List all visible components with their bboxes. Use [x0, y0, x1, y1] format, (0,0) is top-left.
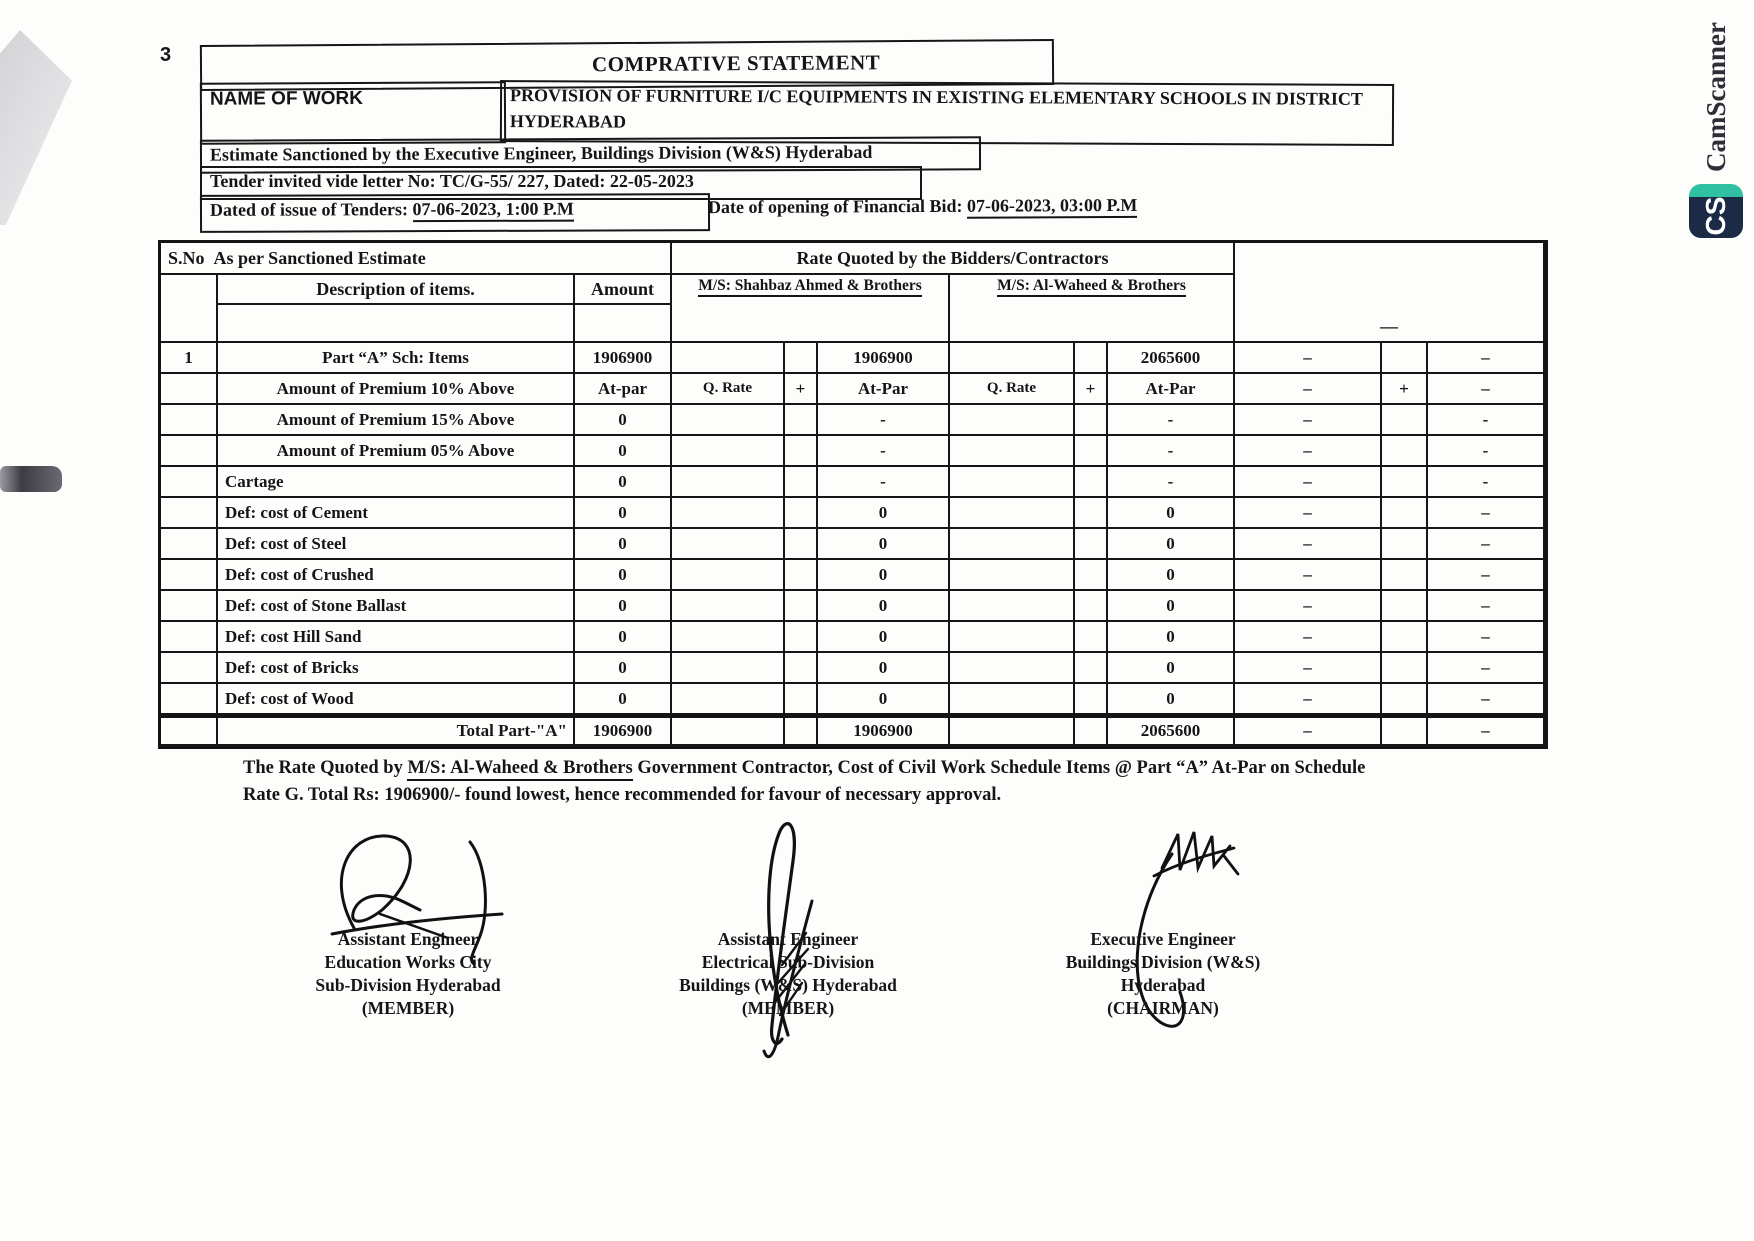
table-cell: [1382, 591, 1428, 622]
signature-office: Buildings Division (W&S): [1065, 952, 1261, 972]
table-cell: [1075, 436, 1108, 467]
table-cell: [161, 622, 218, 653]
table-cell: 0: [818, 498, 950, 529]
header-bidder1: [672, 275, 950, 343]
signature-title: Executive Engineer: [1090, 929, 1236, 949]
table-cell: [785, 529, 818, 560]
table-cell: Amount of Premium 15% Above: [218, 405, 575, 436]
tender-invited-line: [210, 171, 694, 192]
table-cell: [672, 622, 785, 653]
table-cell: [950, 343, 1075, 374]
table-cell: [1075, 467, 1108, 498]
table-cell: 0: [575, 467, 672, 498]
opening-financial-bid-line: [708, 195, 1137, 218]
table-cell: Def: cost Hill Sand: [218, 622, 575, 653]
table-cell: 0: [1108, 653, 1235, 684]
table-cell: Amount of Premium 05% Above: [218, 436, 575, 467]
tender-prefix: Tender invited vide letter No: TC/G-55/ 227, Dated:: [210, 171, 610, 191]
table-cell: 0: [575, 591, 672, 622]
table-cell: 0: [818, 529, 950, 560]
header-bidder3-dash: —: [1380, 316, 1398, 336]
table-cell: [672, 715, 785, 746]
table-cell: [161, 560, 218, 591]
estimate-sanctioned-line: Estimate Sanctioned by the Executive Engineer, Buildings Division (W&S) Hyderabad: [209, 141, 873, 165]
table-cell: [672, 498, 785, 529]
table-cell: Total Part-"A": [218, 715, 575, 746]
table-cell: [1075, 560, 1108, 591]
table-cell: –: [1428, 343, 1545, 374]
table-cell: [950, 560, 1075, 591]
signature-office: Sub-Division Hyderabad: [315, 975, 501, 995]
header-rate-quoted: Rate Quoted by the Bidders/Contractors: [672, 243, 1235, 275]
camscanner-cs-icon: [1689, 184, 1743, 238]
camscanner-watermark: [1688, 8, 1744, 238]
table-cell: [785, 343, 818, 374]
table-cell: [161, 405, 218, 436]
table-cell: [1075, 684, 1108, 715]
table-cell: –: [1428, 374, 1545, 405]
table-cell: Q. Rate: [672, 374, 785, 405]
table-cell: [1382, 405, 1428, 436]
signature-office: Buildings (W&S) Hyderabad: [679, 975, 897, 995]
table-cell: Cartage: [218, 467, 575, 498]
table-cell: [672, 591, 785, 622]
table-cell: [1075, 653, 1108, 684]
header-description-empty: [218, 305, 575, 343]
table-cell: 0: [1108, 498, 1235, 529]
table-cell: +: [1075, 374, 1108, 405]
table-cell: [950, 529, 1075, 560]
header-bidder3: [1235, 243, 1545, 343]
table-cell: –: [1428, 560, 1545, 591]
table-cell: –: [1235, 374, 1382, 405]
table-cell: [1382, 653, 1428, 684]
signature-role: (CHAIRMAN): [1107, 998, 1219, 1018]
table-cell: -: [1108, 436, 1235, 467]
table-cell: [161, 653, 218, 684]
table-cell: [950, 653, 1075, 684]
table-cell: [1382, 684, 1428, 715]
signature-block-member1: [283, 928, 533, 1020]
table-cell: 0: [575, 622, 672, 653]
table-cell: 0: [1108, 560, 1235, 591]
table-cell: 0: [1108, 529, 1235, 560]
table-cell: –: [1235, 498, 1382, 529]
table-cell: [785, 653, 818, 684]
table-cell: 1: [161, 343, 218, 374]
name-of-work-label-box: [200, 81, 506, 145]
table-cell: 0: [818, 684, 950, 715]
table-cell: [161, 436, 218, 467]
table-cell: [161, 591, 218, 622]
table-cell: –: [1235, 405, 1382, 436]
table-cell: 0: [575, 653, 672, 684]
table-cell: 0: [818, 622, 950, 653]
table-cell: [785, 436, 818, 467]
table-cell: [161, 715, 218, 746]
header-bidder1-label: M/S: Shahbaz Ahmed & Brothers: [698, 277, 922, 297]
issue-of-tenders-box: [200, 193, 710, 233]
table-cell: [950, 715, 1075, 746]
table-cell: -: [1428, 467, 1545, 498]
table-cell: 0: [1108, 591, 1235, 622]
table-cell: [1075, 343, 1108, 374]
scan-corner-artifact: [0, 30, 72, 225]
table-cell: -: [818, 467, 950, 498]
table-cell: [950, 498, 1075, 529]
note-bold-total: G. Total Rs: 1906900/-: [284, 785, 461, 805]
camscanner-label: CamScanner: [1700, 22, 1731, 172]
table-cell: [1382, 467, 1428, 498]
table-cell: [785, 715, 818, 746]
table-cell: [161, 684, 218, 715]
header-sanctioned-estimate: S.No As per Sanctioned Estimate: [161, 243, 672, 275]
table-cell: 0: [575, 436, 672, 467]
table-cell: -: [818, 405, 950, 436]
table-cell: 2065600: [1108, 343, 1235, 374]
name-of-work-label: NAME OF WORK: [209, 87, 364, 110]
table-cell: Def: cost of Crushed: [218, 560, 575, 591]
opening-value: 07-06-2023, 03:00 P.M: [967, 195, 1137, 219]
signature-office: Hyderabad: [1120, 975, 1206, 995]
recommendation-note: [243, 755, 1403, 809]
table-cell: [672, 467, 785, 498]
note-prefix: The Rate Quoted by: [243, 758, 408, 778]
table-cell: [785, 467, 818, 498]
issue-value: 07-06-2023, 1:00 P.M: [412, 199, 573, 223]
table-cell: –: [1235, 591, 1382, 622]
table-cell: [161, 467, 218, 498]
signature-title: Assistant Engineer: [337, 929, 479, 949]
note-middle: Government Contractor, Cost of Civil Work Schedule Items @ Part “A” At-Par on Schedule Rate: [243, 758, 1366, 805]
table-cell: –: [1428, 498, 1545, 529]
header-sno-empty: [161, 275, 218, 343]
opening-label: Date of opening of Financial Bid:: [707, 195, 968, 218]
table-cell: –: [1428, 684, 1545, 715]
header-amount-empty: [575, 305, 672, 343]
table-cell: 0: [575, 529, 672, 560]
table-cell: [785, 405, 818, 436]
table-cell: [950, 467, 1075, 498]
table-cell: –: [1428, 591, 1545, 622]
table-cell: [785, 622, 818, 653]
table-cell: [785, 498, 818, 529]
table-cell: 0: [1108, 622, 1235, 653]
table-cell: [785, 591, 818, 622]
table-cell: 1906900: [818, 715, 950, 746]
table-cell: -: [818, 436, 950, 467]
table-cell: [161, 374, 218, 405]
table-cell: –: [1235, 467, 1382, 498]
signature-block-member2: [663, 928, 913, 1020]
table-cell: [672, 560, 785, 591]
table-cell: 0: [575, 405, 672, 436]
table-cell: [1075, 529, 1108, 560]
table-cell: [1382, 343, 1428, 374]
table-cell: [161, 529, 218, 560]
table-cell: [1382, 560, 1428, 591]
table-cell: 1906900: [818, 343, 950, 374]
issue-of-tenders-line: [210, 199, 574, 221]
table-cell: 0: [575, 560, 672, 591]
table-cell: [1075, 715, 1108, 746]
table-cell: [672, 436, 785, 467]
table-cell: Q. Rate: [950, 374, 1075, 405]
header-bidder2: [950, 275, 1235, 343]
table-cell: [672, 405, 785, 436]
table-cell: [1382, 622, 1428, 653]
table-cell: 1906900: [575, 343, 672, 374]
table-cell: –: [1235, 715, 1382, 746]
issue-label: Dated of issue of Tenders:: [209, 199, 413, 220]
table-cell: 2065600: [1108, 715, 1235, 746]
document-title: COMPRATIVE STATEMENT: [591, 50, 881, 77]
table-cell: At-Par: [818, 374, 950, 405]
table-cell: [672, 529, 785, 560]
table-cell: –: [1428, 653, 1545, 684]
table-cell: [1382, 436, 1428, 467]
table-cell: 0: [818, 591, 950, 622]
name-of-work-line1: PROVISION OF FURNITURE I/C EQUIPMENTS IN EXISTING ELEMENTARY SCHOOLS IN DISTRICT: [510, 85, 1363, 109]
table-cell: –: [1235, 529, 1382, 560]
table-cell: -: [1108, 467, 1235, 498]
table-cell: –: [1428, 529, 1545, 560]
table-cell: [1075, 622, 1108, 653]
table-cell: [1382, 529, 1428, 560]
table-cell: [161, 498, 218, 529]
table-cell: –: [1235, 560, 1382, 591]
table-cell: 0: [575, 684, 672, 715]
table-cell: [672, 684, 785, 715]
table-cell: +: [1382, 374, 1428, 405]
table-cell: At-par: [575, 374, 672, 405]
table-cell: Amount of Premium 10% Above: [218, 374, 575, 405]
table-cell: -: [1428, 405, 1545, 436]
table-cell: [1075, 498, 1108, 529]
signature-role: (MEMBER): [361, 998, 455, 1018]
signature-block-chairman: [1038, 928, 1288, 1020]
table-cell: Def: cost of Cement: [218, 498, 575, 529]
table-cell: 0: [818, 653, 950, 684]
header-amount: Amount: [575, 275, 672, 305]
table-cell: 0: [575, 498, 672, 529]
table-cell: [950, 591, 1075, 622]
scan-blob-artifact: [0, 466, 62, 492]
table-cell: [785, 684, 818, 715]
table-cell: [1075, 591, 1108, 622]
table-cell: –: [1235, 343, 1382, 374]
table-cell: Def: cost of Wood: [218, 684, 575, 715]
table-cell: –: [1428, 622, 1545, 653]
table-cell: 0: [1108, 684, 1235, 715]
table-cell: –: [1428, 715, 1545, 746]
table-cell: Def: cost of Bricks: [218, 653, 575, 684]
table-cell: [950, 436, 1075, 467]
table-cell: [785, 560, 818, 591]
signature-office: Electrical Sub-Division: [701, 952, 875, 972]
table-cell: Def: cost of Steel: [218, 529, 575, 560]
note-suffix: found lowest, hence recommended for favour of necessary approval.: [460, 785, 1002, 805]
table-cell: [672, 653, 785, 684]
signature-role: (MEMBER): [741, 998, 835, 1018]
table-cell: 0: [818, 560, 950, 591]
tender-date: 22-05-2023: [609, 171, 694, 191]
table-cell: At-Par: [1108, 374, 1235, 405]
table-cell: –: [1235, 622, 1382, 653]
table-cell: Part “A” Sch: Items: [218, 343, 575, 374]
note-contractor: M/S: Al-Waheed & Brothers: [407, 758, 632, 781]
cs-badge-letters: CS: [1700, 196, 1731, 236]
comparison-table: [158, 240, 1548, 749]
table-cell: +: [785, 374, 818, 405]
signature-title: Assistant Engineer: [717, 929, 859, 949]
table-cell: –: [1235, 684, 1382, 715]
table-cell: -: [1428, 436, 1545, 467]
signature-office: Education Works City: [324, 952, 492, 972]
table-cell: [1382, 498, 1428, 529]
header-bidder2-label: M/S: Al-Waheed & Brothers: [997, 277, 1186, 297]
table-cell: 1906900: [575, 715, 672, 746]
table-cell: -: [1108, 405, 1235, 436]
page-number: 3: [160, 44, 172, 66]
table-cell: –: [1235, 436, 1382, 467]
table-cell: [672, 343, 785, 374]
table-cell: [950, 405, 1075, 436]
table-cell: [1075, 405, 1108, 436]
name-of-work-line2: HYDERABAD: [509, 111, 627, 132]
table-cell: [1382, 715, 1428, 746]
table-cell: [950, 622, 1075, 653]
header-description: Description of items.: [218, 275, 575, 305]
table-cell: [950, 684, 1075, 715]
table-cell: Def: cost of Stone Ballast: [218, 591, 575, 622]
table-cell: –: [1235, 653, 1382, 684]
